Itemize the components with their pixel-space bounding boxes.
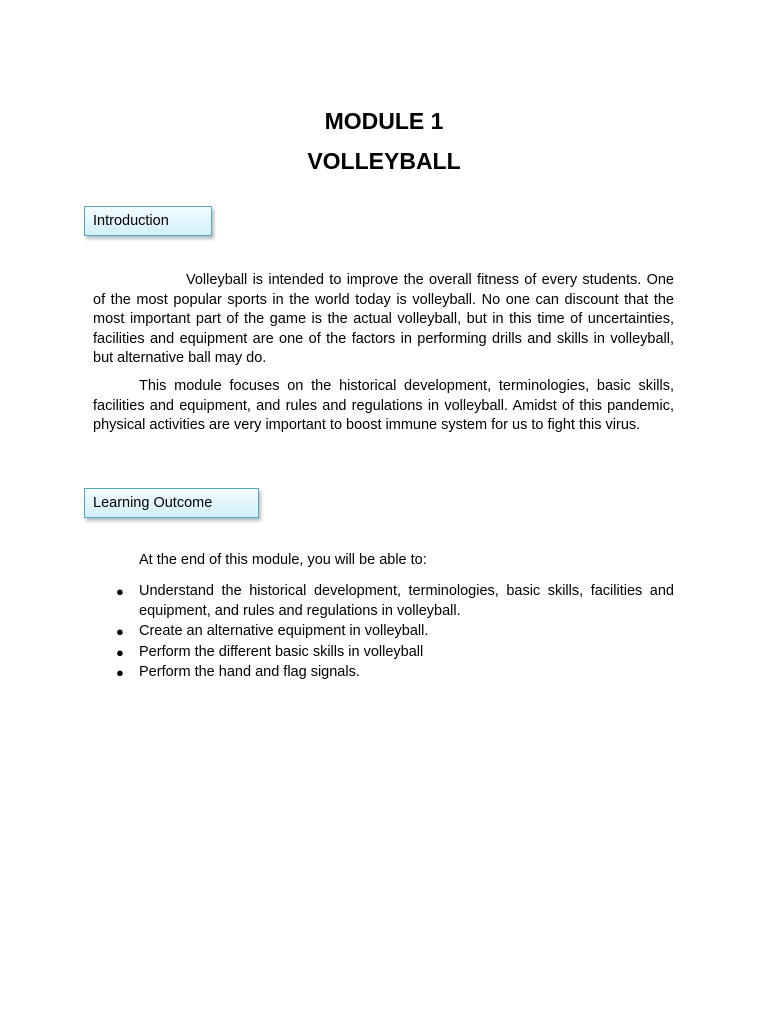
introduction-paragraph-1: Volleyball is intended to improve the overall fitness of every students. One of the most popular sports in the world today is volleyball. No one can discount that the most important part of the game is the actual volleyball, but in this time of uncertainties, facilities and equipment are one of the factors in performing drills and skills in volleyball, but alternative ball may do. — [93, 272, 674, 366]
list-item — [93, 582, 674, 621]
module-number-title: MODULE 1 — [324, 108, 444, 134]
bullet-icon: ● — [116, 624, 124, 639]
list-item-text: Perform the hand and flag signals. — [139, 664, 360, 680]
introduction-paragraph-2: This module focuses on the historical development, terminologies, basic skills, facilities and equipment, and rules and regulations in volleyball. Amidst of this pandemic, physical activities are very important to boost immune system for us to fight this virus. — [93, 378, 674, 433]
learning-outcome-list — [93, 582, 674, 684]
learning-outcome-heading-box: Learning Outcome — [84, 488, 259, 518]
list-item-text: Perform the different basic skills in volleyball — [139, 643, 424, 660]
bullet-icon: ● — [116, 665, 124, 680]
list-item-text: Understand the historical development, terminologies, basic skills, facilities and equipment, and rules and regulations in volleyball. — [139, 583, 674, 619]
list-item-text: Create an alternative equipment in volleyball. — [139, 623, 429, 639]
list-item — [93, 622, 674, 642]
list-item — [93, 663, 674, 683]
introduction-heading-box: Introduction — [84, 206, 212, 236]
module-subject-title: VOLLEYBALL — [307, 148, 461, 174]
list-item — [93, 643, 674, 663]
bullet-icon: ● — [116, 644, 124, 660]
bullet-icon: ● — [116, 584, 124, 599]
learning-outcome-lead-in: At the end of this module, you will be able to: — [139, 552, 427, 568]
